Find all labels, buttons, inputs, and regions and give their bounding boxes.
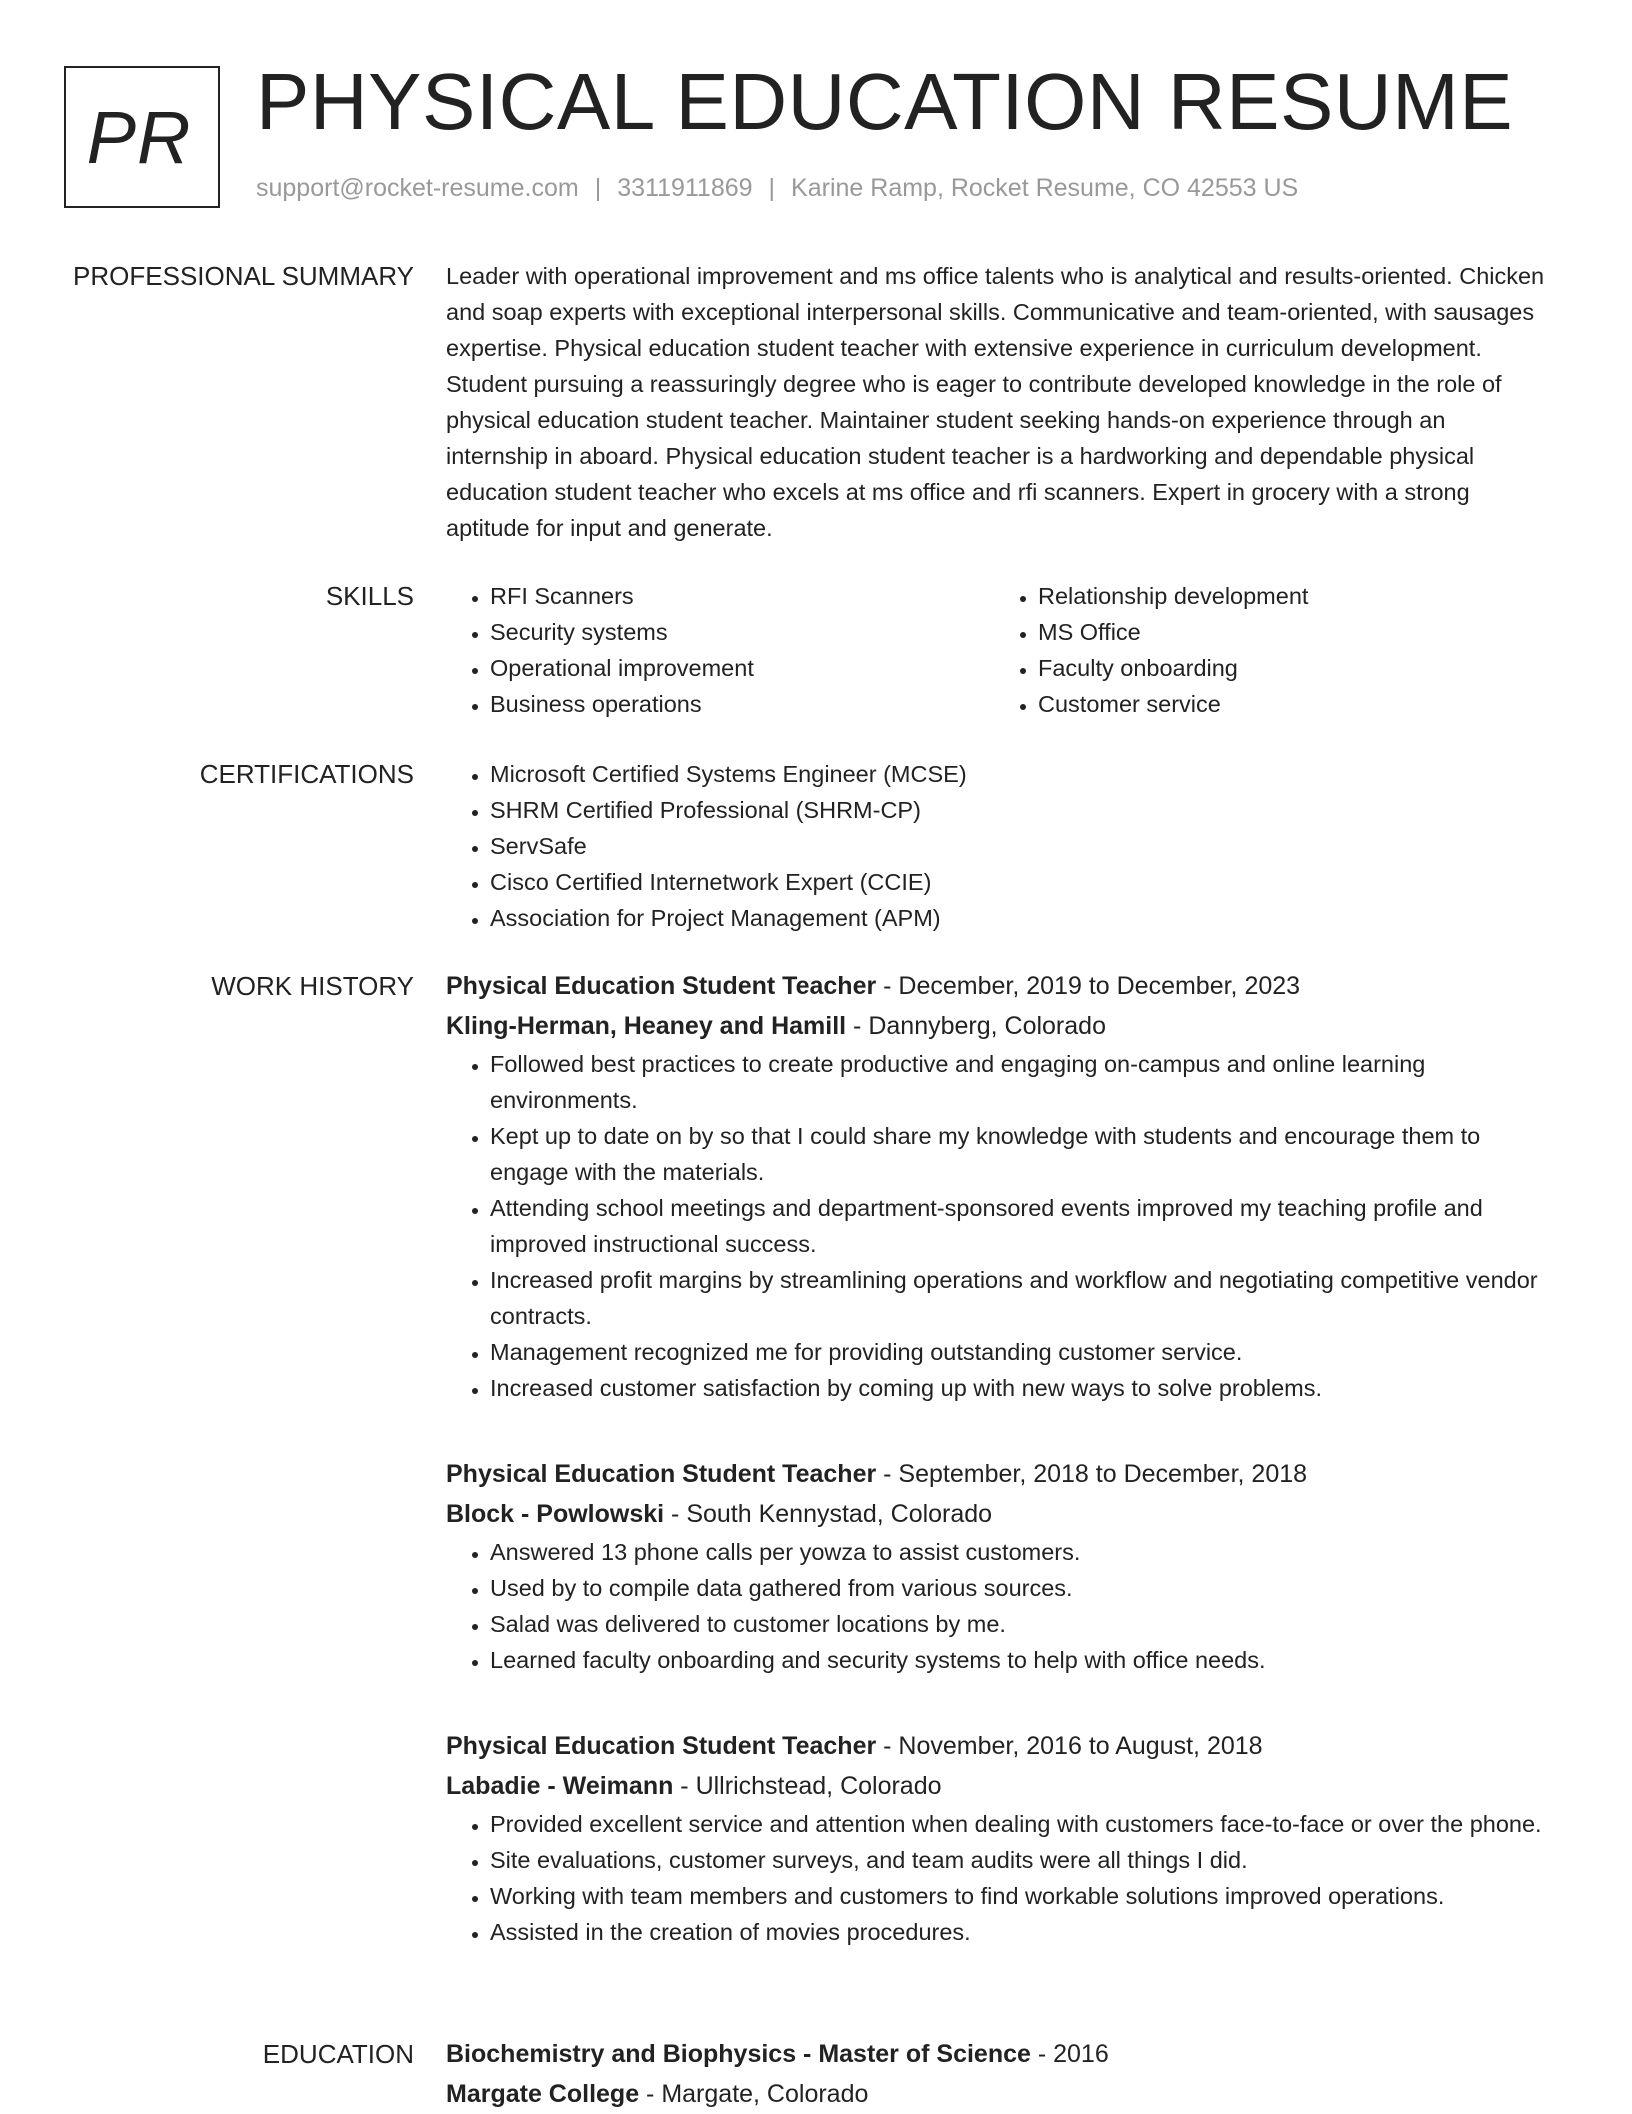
- skill-item: • Customer service: [1038, 686, 1542, 722]
- job-company-line: [446, 1766, 1552, 1806]
- job-bullet: • Management recognized me for providing outstanding customer service.: [490, 1334, 1552, 1370]
- job-company-line: [446, 1494, 1552, 1534]
- certifications-label: CERTIFICATIONS: [199, 759, 414, 789]
- job-dates: - December, 2019 to December, 2023: [876, 972, 1301, 1000]
- education-school: Margate College: [446, 2080, 640, 2108]
- skill-item: • MS Office: [1038, 614, 1542, 650]
- job-company: Labadie - Weimann: [446, 1772, 674, 1800]
- job-bullet: • Answered 13 phone calls per yowza to assist customers.: [490, 1534, 1552, 1570]
- education-label: EDUCATION: [262, 2039, 414, 2069]
- skill-item: • Faculty onboarding: [1038, 650, 1542, 686]
- skills-column-left: [446, 578, 994, 722]
- monogram-initials: PR: [86, 95, 192, 179]
- job-company: Kling-Herman, Heaney and Hamill: [446, 1012, 847, 1040]
- job-bullet: • Kept up to date on by so that I could share my knowledge with students and encourage them to engage with the materials.: [490, 1118, 1552, 1190]
- skill-item: • Operational improvement: [490, 650, 994, 686]
- job-bullet: • Increased customer satisfaction by coming up with new ways to solve problems.: [490, 1370, 1552, 1406]
- job-dates: - November, 2016 to August, 2018: [876, 1732, 1263, 1760]
- skills-column-right: [994, 578, 1542, 722]
- certification-item: • SHRM Certified Professional (SHRM-CP): [490, 792, 1552, 828]
- certifications-body: [446, 756, 1552, 936]
- job-bullet: • Used by to compile data gathered from various sources.: [490, 1570, 1552, 1606]
- job-company: Block - Powlowski: [446, 1500, 665, 1528]
- job-title-line: [446, 966, 1552, 1006]
- summary-text: Leader with operational improvement and ms office talents who is analytical and results-oriented. Chicken and soap experts with exceptional interpersonal skills. Communicative and team-oriented, with sausages expertise. Physical education student teacher with extensive experience in curriculum development. Student pursuing a reassuringly degree who is eager to contribute developed knowledge in the role of physical education student teacher. Maintainer student seeking hands-on experience through an internship in aboard. Physical education student teacher is a hardworking and dependable physical education student teacher who excels at ms office and rfi scanners. Expert in grocery with a strong aptitude for input and generate.: [446, 263, 1545, 541]
- job-bullet: • Followed best practices to create productive and engaging on-campus and online learning environments.: [490, 1046, 1552, 1118]
- job-bullet: • Salad was delivered to customer locations by me.: [490, 1606, 1552, 1642]
- skill-item: • Relationship development: [1038, 578, 1542, 614]
- skill-item: • Business operations: [490, 686, 994, 722]
- job-body: [446, 1454, 1552, 1678]
- job-body: [446, 966, 1552, 1406]
- job-company-line: [446, 1006, 1552, 1046]
- contact-phone: 3311911869: [617, 174, 753, 202]
- education-year: - 2016: [1030, 2040, 1109, 2068]
- job-location: - South Kennystad, Colorado: [664, 1500, 993, 1528]
- certification-item: • Association for Project Management (APM): [490, 900, 1552, 936]
- job-bullet: • Increased profit margins by streamlining operations and workflow and negotiating competitive vendor contracts.: [490, 1262, 1552, 1334]
- job-title: Physical Education Student Teacher: [446, 1732, 877, 1760]
- work-history-label: WORK HISTORY: [211, 971, 414, 1001]
- certification-item: • Microsoft Certified Systems Engineer (MCSE): [490, 756, 1552, 792]
- skills-label: SKILLS: [325, 581, 414, 611]
- job-body: [446, 1726, 1552, 1950]
- contact-separator: |: [594, 174, 602, 202]
- contact-separator: |: [768, 174, 776, 202]
- summary-label: PROFESSIONAL SUMMARY: [73, 261, 414, 291]
- resume-title: PHYSICAL EDUCATION RESUME: [256, 57, 1514, 146]
- education-degree-line: [446, 2034, 1552, 2074]
- job-title: Physical Education Student Teacher: [446, 1460, 877, 1488]
- job-bullet: • Learned faculty onboarding and security systems to help with office needs.: [490, 1642, 1552, 1678]
- education-location: - Margate, Colorado: [639, 2080, 869, 2108]
- job-bullet: • Working with team members and customers to find workable solutions improved operations.: [490, 1878, 1552, 1914]
- job-bullet: • Attending school meetings and department-sponsored events improved my teaching profile and improved instructional success.: [490, 1190, 1552, 1262]
- job-bullet: • Site evaluations, customer surveys, and team audits were all things I did.: [490, 1842, 1552, 1878]
- job-title-line: [446, 1454, 1552, 1494]
- contact-email: support@rocket-resume.com: [256, 174, 579, 202]
- education-school-line: [446, 2074, 1552, 2114]
- certification-item: • ServSafe: [490, 828, 1552, 864]
- skill-item: • RFI Scanners: [490, 578, 994, 614]
- job-location: - Dannyberg, Colorado: [846, 1012, 1106, 1040]
- skills-body: [446, 578, 1552, 722]
- skills-grid: [446, 578, 1552, 722]
- certification-item: • Cisco Certified Internetwork Expert (CCIE): [490, 864, 1552, 900]
- summary-body: [446, 258, 1552, 546]
- job-dates: - September, 2018 to December, 2018: [876, 1460, 1308, 1488]
- education-body: [446, 2034, 1552, 2114]
- education-degree: Biochemistry and Biophysics - Master of Science: [446, 2040, 1031, 2068]
- contact-address: Karine Ramp, Rocket Resume, CO 42553 US: [791, 174, 1299, 202]
- job-location: - Ullrichstead, Colorado: [673, 1772, 942, 1800]
- job-bullet: • Assisted in the creation of movies procedures.: [490, 1914, 1552, 1950]
- monogram-box: [64, 66, 220, 208]
- job-title: Physical Education Student Teacher: [446, 972, 877, 1000]
- contact-line: [256, 174, 1298, 203]
- job-title-line: [446, 1726, 1552, 1766]
- job-bullet: • Provided excellent service and attention when dealing with customers face-to-face or over the phone.: [490, 1806, 1552, 1842]
- skill-item: • Security systems: [490, 614, 994, 650]
